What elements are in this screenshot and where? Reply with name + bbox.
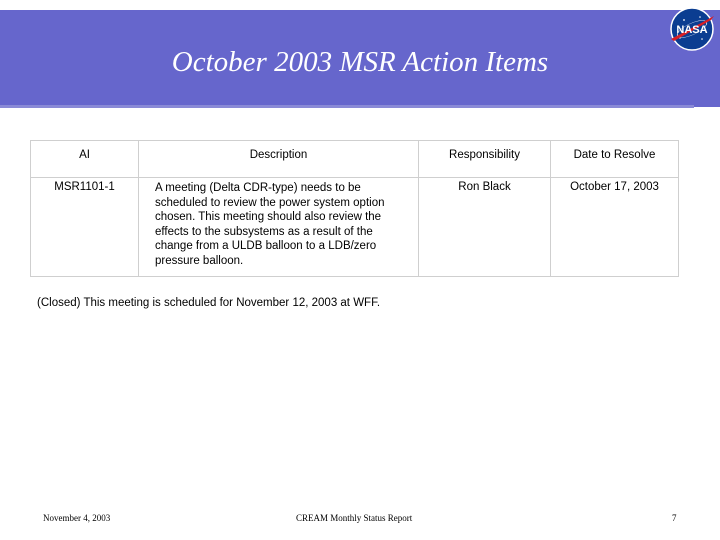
action-items-table (30, 140, 679, 277)
footer-date: November 4, 2003 (43, 513, 111, 523)
table-row (31, 178, 679, 277)
column-header-description: Description (139, 141, 419, 178)
slide-title: October 2003 MSR Action Items (171, 46, 549, 78)
banner-divider (0, 105, 694, 108)
footer-page-number: 7 (672, 513, 677, 523)
table-header-row (31, 141, 679, 178)
status-note: (Closed) This meeting is scheduled for November 12, 2003 at WFF. (37, 297, 381, 309)
cell-description: A meeting (Delta CDR-type) needs to be scheduled to review the power system option chosen. This meeting should also review the effects to the subsystems as a result of the change from a ULDB balloon to a LDB/zero pressure balloon. (139, 178, 419, 277)
cell-ai-id: MSR1101-1 (31, 178, 139, 277)
cell-responsibility: Ron Black (419, 178, 551, 277)
column-header-ai: AI (31, 141, 139, 178)
footer-report-title: CREAM Monthly Status Report (296, 513, 413, 523)
column-header-responsibility: Responsibility (419, 141, 551, 178)
cell-date-to-resolve: October 17, 2003 (551, 178, 679, 277)
column-header-date-to-resolve: Date to Resolve (551, 141, 679, 178)
nasa-logo-text: NASA (676, 24, 708, 36)
nasa-logo-icon (662, 6, 720, 52)
